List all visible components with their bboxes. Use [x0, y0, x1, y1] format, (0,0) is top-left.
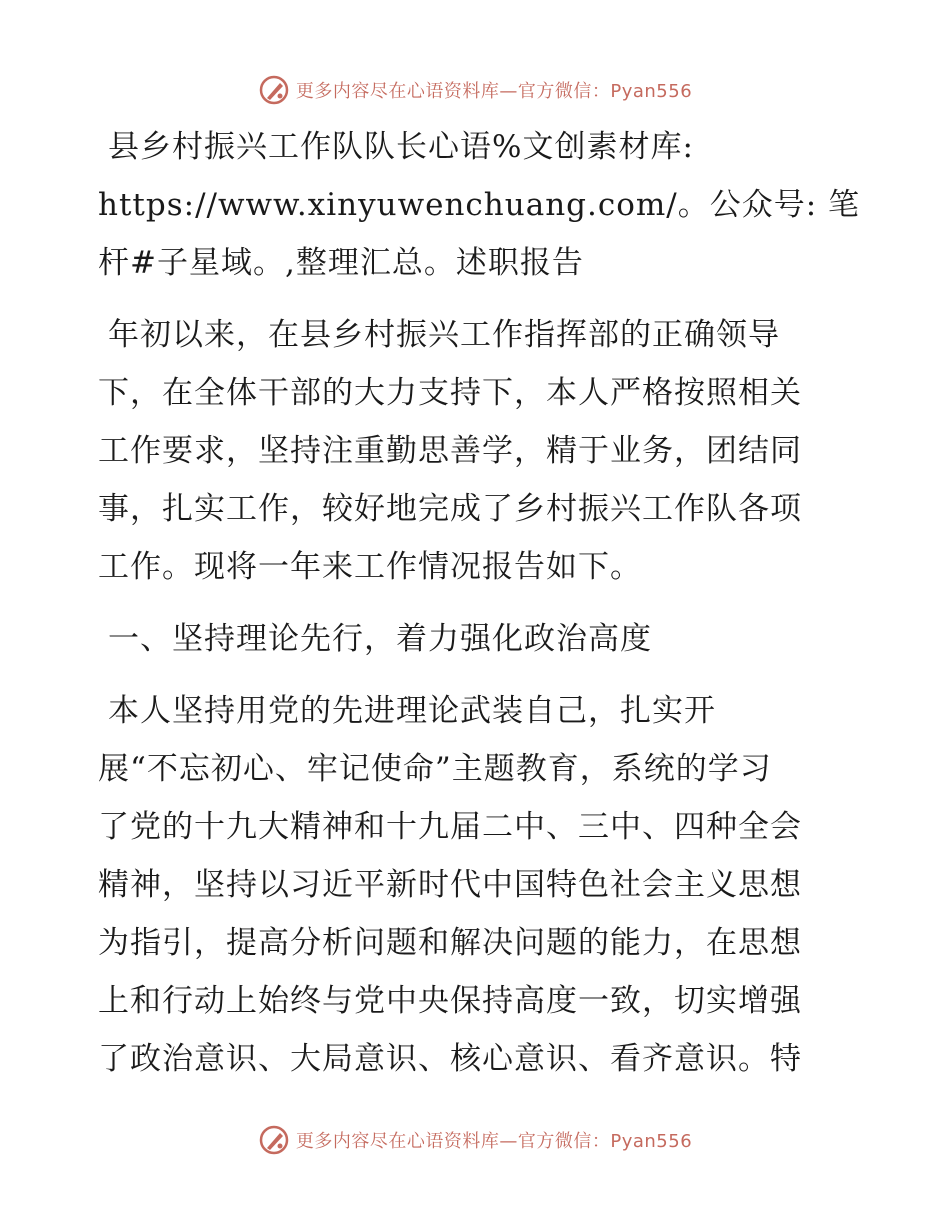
title-line: 杆#子星域。,整理汇总。述职报告 — [98, 245, 584, 281]
header-watermark-banner — [0, 70, 950, 110]
body-line: 了党的十九大精神和十九届二中、三中、四种全会 — [98, 809, 802, 845]
document-title — [98, 118, 861, 292]
pen-logo-icon — [258, 74, 290, 106]
watermark-text: 更多内容尽在心语资料库—官方微信：Pyan556 — [295, 81, 693, 102]
intro-line: 下，在全体干部的大力支持下，本人严格按照相关 — [98, 375, 802, 411]
body-line: 为指引，提高分析问题和解决问题的能力，在思想 — [98, 925, 802, 961]
body-line: 精神，坚持以习近平新时代中国特色社会主义思想 — [98, 867, 802, 903]
title-line: 县乡村振兴工作队队长心语%文创素材库: — [108, 129, 694, 165]
intro-line: 年初以来，在县乡村振兴工作指挥部的正确领导 — [108, 317, 780, 353]
section-heading — [98, 610, 858, 668]
intro-line: 工作要求，坚持注重勤思善学，精于业务，团结同 — [98, 433, 802, 469]
heading-line: 一、坚持理论先行，着力强化政治高度 — [108, 621, 652, 657]
body-line: 了政治意识、大局意识、核心意识、看齐意识。特 — [98, 1041, 802, 1077]
document-body — [98, 118, 861, 1088]
intro-paragraph — [98, 306, 858, 596]
body-line: 上和行动上始终与党中央保持高度一致，切实增强 — [98, 983, 802, 1019]
intro-line: 事，扎实工作，较好地完成了乡村振兴工作队各项 — [98, 491, 802, 527]
body-paragraph — [98, 682, 858, 1088]
watermark-text: 更多内容尽在心语资料库—官方微信：Pyan556 — [295, 1131, 693, 1152]
intro-line: 工作。现将一年来工作情况报告如下。 — [98, 549, 642, 585]
body-line: 本人坚持用党的先进理论武装自己，扎实开 — [108, 693, 716, 729]
title-line: https://www.xinyuwenchuang.com/。公众号: 笔 — [98, 187, 861, 223]
footer-watermark-banner — [0, 1120, 950, 1160]
body-line: 展“不忘初心、牢记使命”主题教育，系统的学习 — [98, 751, 772, 787]
pen-logo-icon — [258, 1124, 290, 1156]
